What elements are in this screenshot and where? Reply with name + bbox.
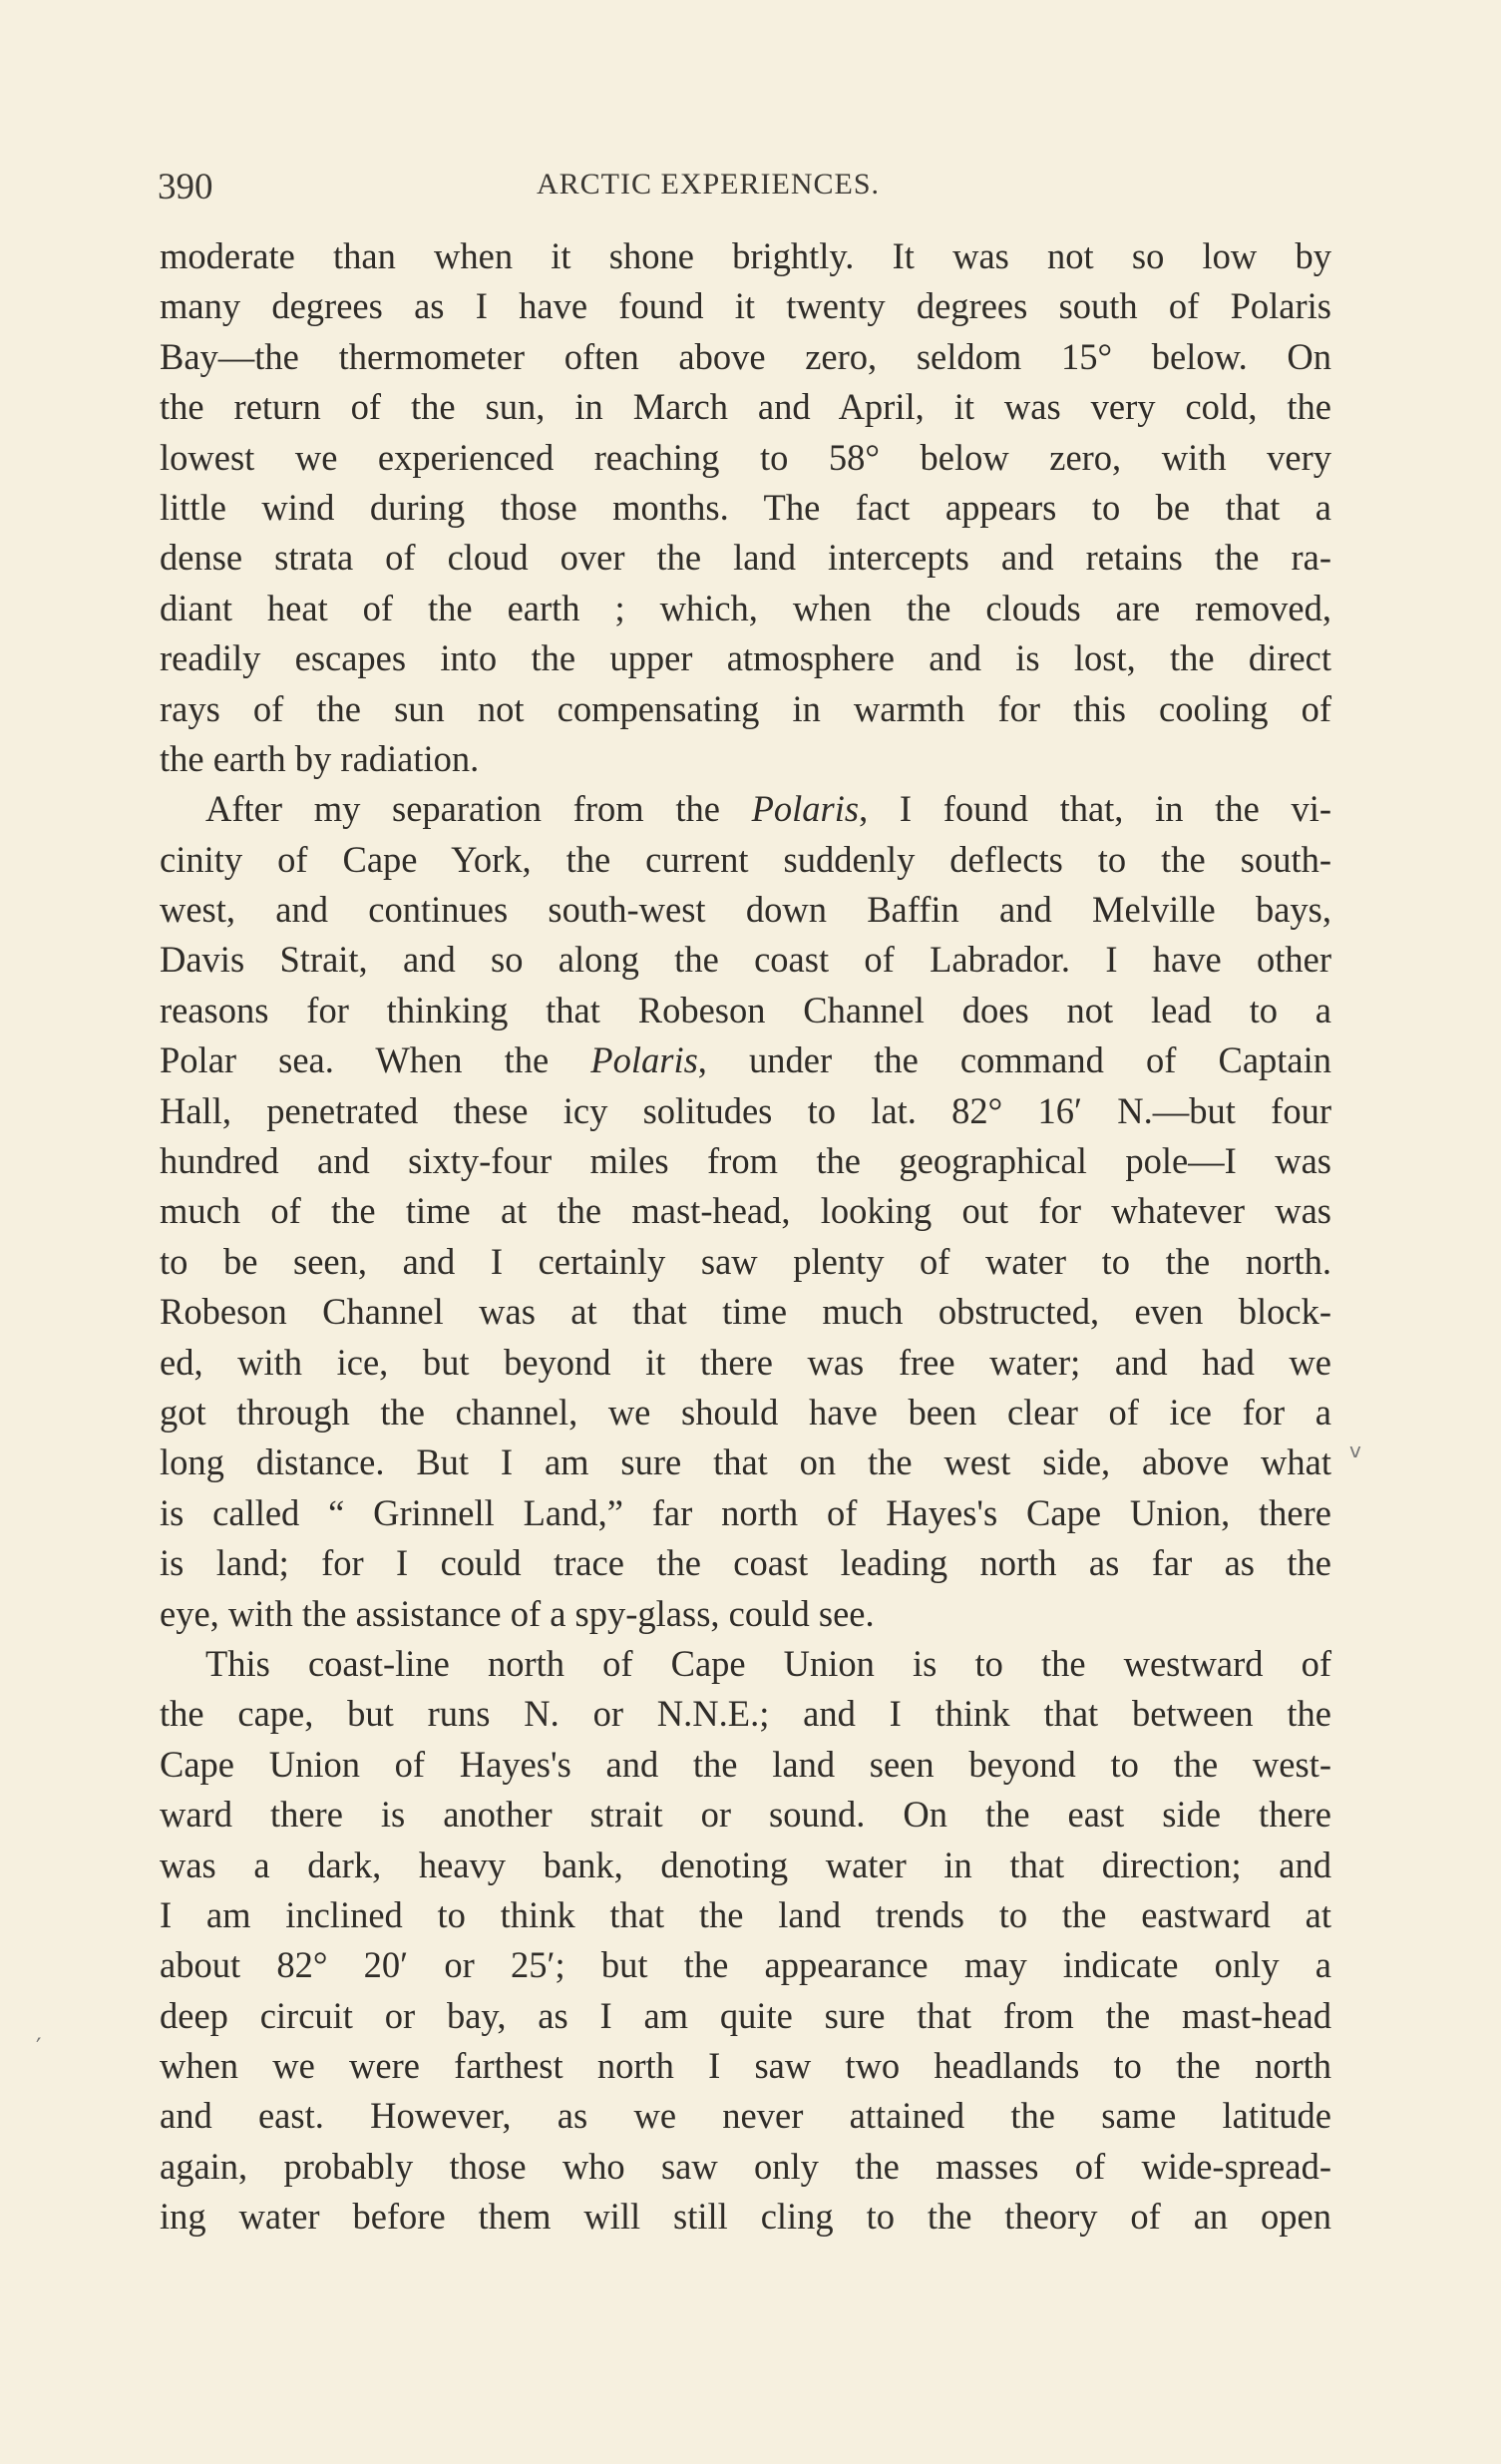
text-line: Davis Strait, and so along the coast of Labrador. I have other xyxy=(160,939,1331,981)
left-margin-mark: ′ xyxy=(36,2033,42,2061)
text-line: to be seen, and I certainly saw plenty of water to the north. xyxy=(160,1240,1331,1282)
text-line: about 82° 20′ or 25′; but the appearance may indicate only a xyxy=(160,1944,1331,1986)
text-line: readily escapes into the upper atmosphere and is lost, the direct xyxy=(160,637,1331,679)
text-line: diant heat of the earth ; which, when the clouds are removed, xyxy=(160,587,1331,628)
paragraph-end-line: eye, with the assistance of a spy-glass, could see. xyxy=(160,1592,875,1634)
text-line: Polar sea. When the Polaris, under the command of Captain xyxy=(160,1039,1332,1081)
text-line: west, and continues south-west down Baffin and Melville bays, xyxy=(160,889,1331,931)
ship-name-italic: Polaris xyxy=(590,1039,698,1081)
page-header xyxy=(158,166,1329,215)
text-line: Robeson Channel was at that time much obstructed, even block- xyxy=(160,1291,1331,1333)
text-line: moderate than when it shone brightly. It was not so low by xyxy=(160,235,1331,276)
text-line: dense strata of cloud over the land intercepts and retains the ra- xyxy=(160,537,1331,579)
ship-name-italic: Polaris xyxy=(751,788,860,830)
text-line: much of the time at the mast-head, looking out for whatever was xyxy=(160,1190,1331,1232)
text-line: the return of the sun, in March and April, it was very cold, the xyxy=(160,386,1331,428)
text-line: Bay—the thermometer often above zero, seldom 15° below. On xyxy=(160,335,1331,377)
text-line: reasons for thinking that Robeson Channel does not lead to a xyxy=(160,989,1331,1030)
text-line: is called “ Grinnell Land,” far north of Hayes's Cape Union, there xyxy=(160,1491,1331,1533)
text-line: and east. However, as we never attained the same latitude xyxy=(160,2095,1331,2137)
text-line: many degrees as I have found it twenty degrees south of Polaris xyxy=(160,285,1331,327)
text-line: is land; for I could trace the coast leading north as far as the xyxy=(160,1542,1331,1584)
text-line: rays of the sun not compensating in warmth for this cooling of xyxy=(160,687,1331,729)
text-line: Cape Union of Hayes's and the land seen beyond to the west- xyxy=(160,1743,1331,1785)
text-line: long distance. But I am sure that on the west side, above what xyxy=(160,1441,1331,1483)
text-line: lowest we experienced reaching to 58° below zero, with very xyxy=(160,436,1331,478)
text-line: ing water before them will still cling to the theory of an open xyxy=(160,2196,1331,2238)
text-line: again, probably those who saw only the masses of wide-spread- xyxy=(160,2145,1331,2187)
text-line: the cape, but runs N. or N.N.E.; and I think that between the xyxy=(160,1693,1331,1735)
text-line: ed, with ice, but beyond it there was free water; and had we xyxy=(160,1341,1331,1383)
text-line: was a dark, heavy bank, denoting water in that direction; and xyxy=(160,1844,1331,1885)
text-line: Hall, penetrated these icy solitudes to lat. 82° 16′ N.—but four xyxy=(160,1089,1331,1131)
body-text xyxy=(160,231,1331,2243)
paragraph-first-line: After my separation from the Polaris, I found that, in the vi- xyxy=(205,788,1331,830)
text-line: ward there is another strait or sound. On the east side there xyxy=(160,1794,1331,1836)
paragraph-end-line: the earth by radiation. xyxy=(160,737,480,779)
text-line: I am inclined to think that the land trends to the eastward at xyxy=(160,1893,1331,1935)
text-line: when we were farthest north I saw two headlands to the north xyxy=(160,2045,1331,2087)
text-line: little wind during those months. The fact appears to be that a xyxy=(160,486,1331,528)
text-line: hundred and sixty-four miles from the geographical pole—I was xyxy=(160,1140,1331,1182)
page-number: 390 xyxy=(158,167,213,207)
paragraph-first-line: This coast-line north of Cape Union is to the westward of xyxy=(205,1642,1331,1684)
text-line: got through the channel, we should have been clear of ice for a xyxy=(160,1391,1331,1433)
right-margin-mark: v xyxy=(1349,1438,1361,1462)
text-line: deep circuit or bay, as I am quite sure that from the mast-head xyxy=(160,1994,1331,2036)
running-head: ARCTIC EXPERIENCES. xyxy=(537,168,881,201)
text-line: cinity of Cape York, the current suddenly deflects to the south- xyxy=(160,838,1331,880)
